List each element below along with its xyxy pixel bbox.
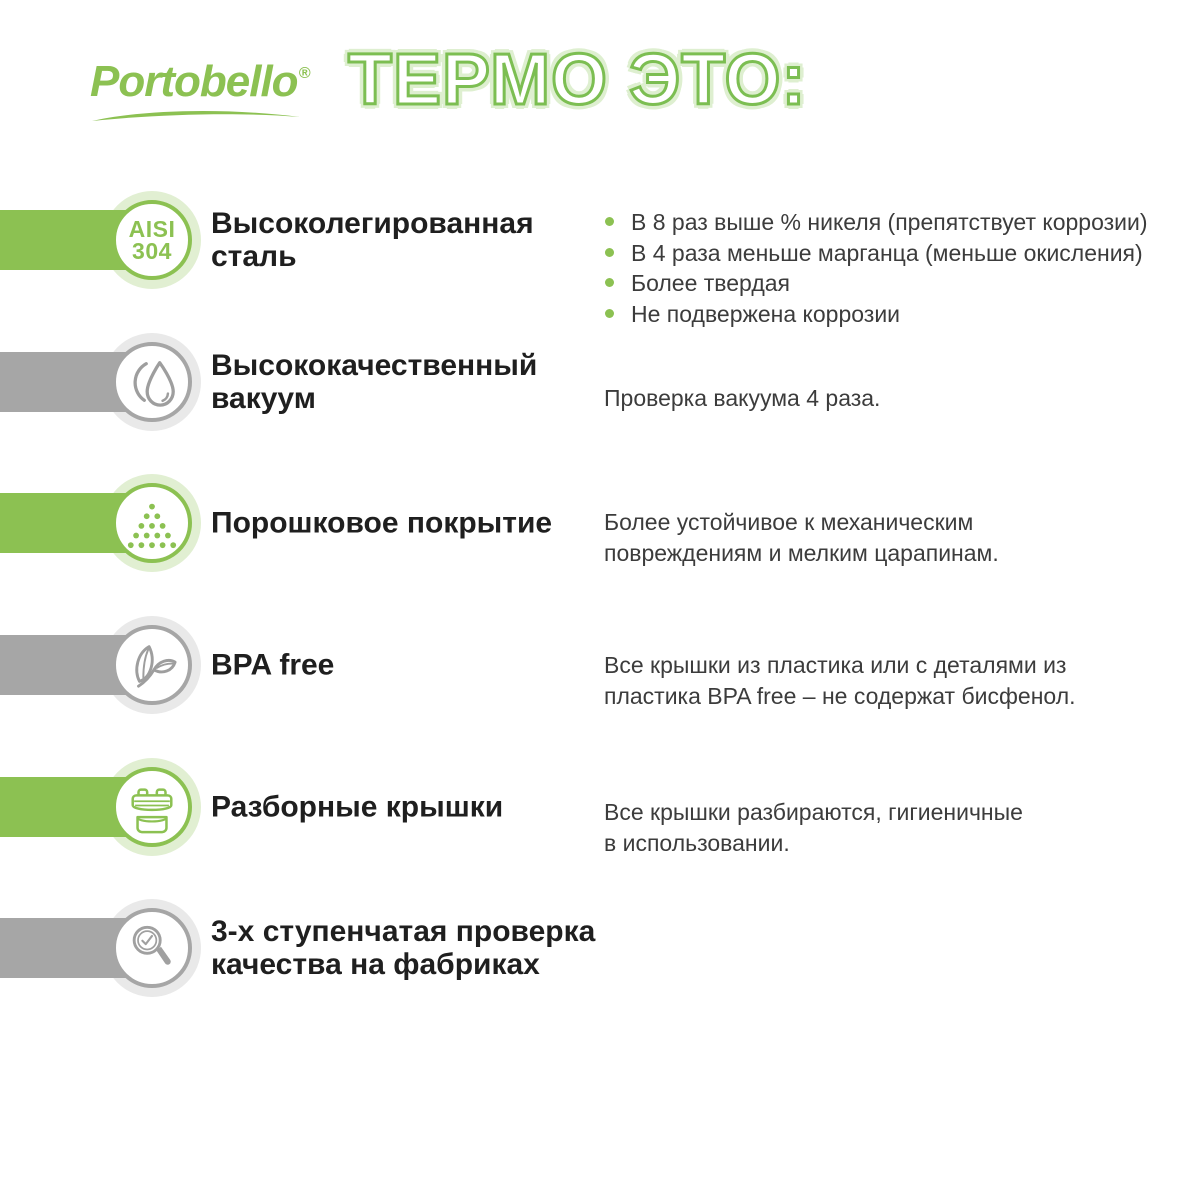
- logo-wordmark: [90, 57, 309, 106]
- heading-line: Разборные крышки: [211, 790, 504, 824]
- description-line: пластика BPA free – не содержат бисфенол.: [604, 683, 1076, 709]
- bullet-item: [604, 238, 1194, 269]
- quality-icon-circle: [112, 908, 192, 988]
- lid-parts-icon: [125, 780, 179, 834]
- heading-line: Высококачественный: [211, 349, 538, 382]
- powder-icon-circle: [112, 483, 192, 563]
- description-line: в использовании.: [604, 830, 790, 856]
- feature-heading: [211, 507, 611, 540]
- vacuum-icon-circle: [112, 342, 192, 422]
- registered-trademark-symbol: ®: [298, 65, 310, 82]
- bullet-dot-icon: [605, 309, 614, 318]
- feature-description: [604, 797, 1194, 859]
- bullet-text: Более твердая: [631, 270, 790, 296]
- badge-line: 304: [132, 238, 172, 264]
- description-line: Все крышки из пластика или с деталями из: [604, 652, 1067, 678]
- powder-dots-icon: [125, 496, 179, 550]
- magnifier-check-icon: [125, 921, 179, 975]
- feature-heading: [211, 207, 611, 273]
- heading-line: вакуум: [211, 382, 316, 415]
- feature-heading: [211, 649, 611, 682]
- badge-line: AISI: [128, 216, 176, 242]
- bullet-text: Не подвержена коррозии: [631, 300, 901, 327]
- heading-line: BPA free: [211, 648, 335, 682]
- description-line: Все крышки разбираются, гигиеничные: [604, 799, 1023, 825]
- bullet-dot-icon: [605, 278, 614, 287]
- feature-heading: [211, 915, 611, 981]
- feature-heading: [211, 791, 611, 824]
- bullet-item: [604, 268, 1194, 299]
- leaves-icon: [125, 638, 179, 692]
- droplet-icon: [125, 355, 179, 409]
- bullet-text: В 4 раза меньше марганца (меньше окисления): [631, 239, 1143, 266]
- portobello-logo: [90, 52, 310, 124]
- aisi-304-badge: [129, 218, 176, 262]
- feature-description: [604, 383, 1194, 414]
- heading-line: сталь: [211, 240, 297, 273]
- heading-line: качества на фабриках: [211, 948, 540, 981]
- bullet-dot-icon: [605, 217, 614, 226]
- bpa-icon-circle: [112, 625, 192, 705]
- heading-line: Высоколегированная: [211, 207, 534, 240]
- bullet-item: [604, 207, 1194, 238]
- bullet-item: [604, 299, 1194, 330]
- description-line: Проверка вакуума 4 раза.: [604, 385, 881, 411]
- bullet-text: В 8 раз выше % никеля (препятствует коррозии): [631, 209, 1148, 235]
- feature-description: [604, 650, 1194, 712]
- feature-heading: [211, 349, 611, 415]
- page-title: ТЕРМО ЭТО:: [348, 40, 807, 120]
- feature-bullet-list: [604, 207, 1194, 329]
- heading-line: 3-х ступенчатая проверка: [211, 915, 596, 948]
- logo-text: Portobello: [90, 57, 298, 106]
- bullet-dot-icon: [605, 248, 614, 257]
- feature-description: [604, 507, 1194, 569]
- logo-swoosh: [90, 106, 302, 124]
- description-line: Более устойчивое к механическим: [604, 509, 974, 535]
- description-line: повреждениям и мелким царапинам.: [604, 540, 999, 566]
- heading-line: Порошковое покрытие: [211, 506, 553, 540]
- lid-icon-circle: [112, 767, 192, 847]
- aisi-304-badge-circle: [112, 200, 192, 280]
